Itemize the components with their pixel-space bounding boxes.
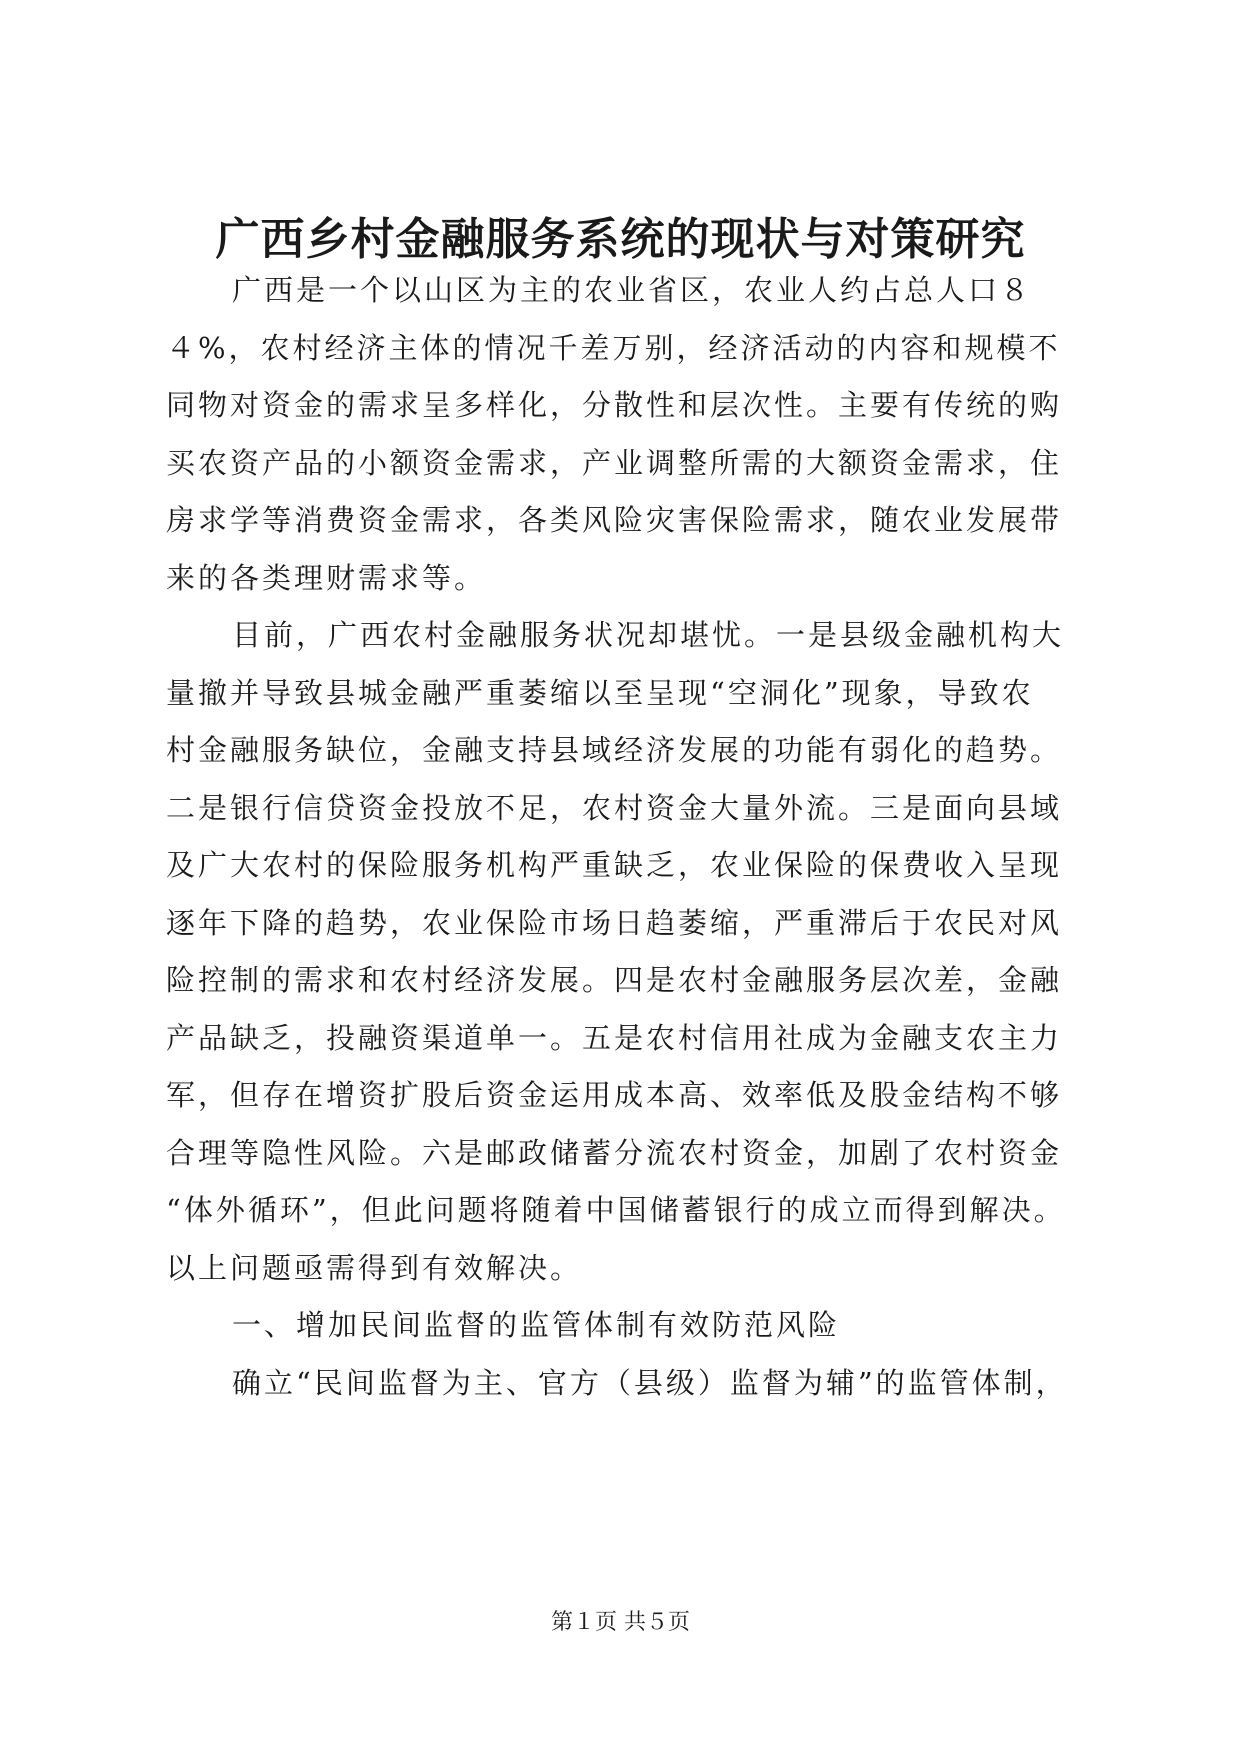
text-line: 同物对资金的需求呈多样化，分散性和层次性。主要有传统的购 [166, 388, 1063, 422]
text-line: 量撤并导致县城金融严重萎缩以至呈现“空洞化”现象，导致农 [166, 675, 1034, 710]
page-footer: 第１页 共５页 [551, 1610, 690, 1635]
text-line: 房求学等消费资金需求，各类风险灾害保险需求，随农业发展带 [166, 503, 1063, 537]
text-line: ４%，农村经济主体的情况千差万别，经济活动的内容和规模不 [166, 330, 1061, 365]
text-line: 以上问题亟需得到有效解决。 [166, 1250, 583, 1285]
text-line: 逐年下降的趋势，农业保险市场日趋萎缩，严重滞后于农民对风 [166, 905, 1063, 940]
paragraph-1 [166, 262, 1086, 607]
section-heading-1 [166, 1297, 1086, 1355]
paragraph-3 [166, 1355, 1086, 1413]
text-line: 来的各类理财需求等。 [166, 560, 487, 595]
document-body [166, 262, 1086, 1412]
text-line: 产品缺乏，投融资渠道单一。五是农村信用社成为金融支农主力 [166, 1020, 1063, 1055]
text-line: 目前，广西农村金融服务状况却堪忧。一是县级金融机构大 [232, 618, 1065, 652]
text-line: 二是银行信贷资金投放不足，农村资金大量外流。三是面向县域 [166, 790, 1063, 825]
text-line: 买农资产品的小额资金需求，产业调整所需的大额资金需求，住 [166, 445, 1063, 480]
heading-line: 一、增加民间监督的监管体制有效防范风险 [232, 1308, 841, 1342]
document-title: 广西乡村金融服务系统的现状与对策研究 [215, 214, 1026, 265]
text-line: 确立“民间监督为主、官方（县级）监督为辅”的监管体制， [232, 1365, 1068, 1400]
text-line: 险控制的需求和农村经济发展。四是农村金融服务层次差，金融 [166, 963, 1063, 997]
text-line: 合理等隐性风险。六是邮政储蓄分流农村资金，加剧了农村资金 [166, 1135, 1063, 1170]
text-line: 村金融服务缺位，金融支持县域经济发展的功能有弱化的趋势。 [166, 733, 1063, 767]
text-line: 及广大农村的保险服务机构严重缺乏，农业保险的保费收入呈现 [166, 848, 1063, 882]
paragraph-2 [166, 607, 1086, 1297]
text-line: 军，但存在增资扩股后资金运用成本高、效率低及股金结构不够 [166, 1078, 1063, 1112]
text-line: “体外循环”，但此问题将随着中国储蓄银行的成立而得到解决。 [166, 1193, 1066, 1227]
text-line: 广西是一个以山区为主的农业省区，农业人约占总人口８ [232, 273, 1033, 307]
